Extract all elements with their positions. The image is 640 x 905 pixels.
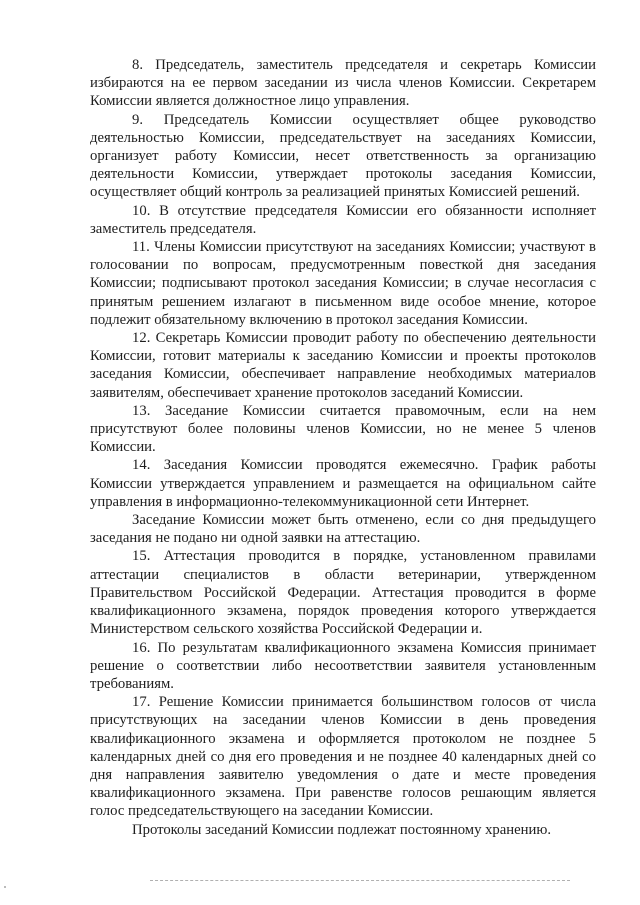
document-body	[90, 56, 596, 839]
paragraph-14: 14. Заседания Комиссии проводятся ежемесячно. График работы Комиссии утверждается управлением и размещается на официальном сайте управления в информационно-телекоммуникационной сети Интернет.	[90, 457, 596, 510]
paragraph-17-storage: Протоколы заседаний Комиссии подлежат постоянному хранению.	[132, 821, 552, 838]
paragraph-14-cancellation: Заседание Комиссии может быть отменено, если со дня предыдущего заседания не подано ни одной заявки на аттестацию.	[90, 512, 596, 547]
paragraph-10: 10. В отсутствие председателя Комиссии его обязанности исполняет заместитель председателя.	[90, 202, 596, 237]
paragraph-11: 11. Члены Комиссии присутствуют на заседаниях Комиссии; участвуют в голосовании по вопросам, предусмотренным повесткой дня заседания Комиссии; подписывают протокол заседания Комиссии; в случае несогласия с принятым решением излагают в письменном виде особое мнение, которое подлежит обязательному включению в протокол заседания Комиссии.	[90, 239, 596, 328]
paragraph-16: 16. По результатам квалификационного экзамена Комиссия принимает решение о соответствии либо несоответствии заявителя установленным требованиям.	[90, 639, 596, 692]
paragraph-13: 13. Заседание Комиссии считается правомочным, если на нем присутствуют более половины членов Комиссии, но не менее 5 членов Комиссии.	[90, 402, 596, 456]
scan-speck	[4, 886, 6, 888]
paragraph-15: 15. Аттестация проводится в порядке, установленном правилами аттестации специалистов в области ветеринарии, утвержденном Правительством Российской Федерации. Аттестация проводится в форме квалификационного экзамена, порядок проведения которого утверждается Министерством сельского хозяйства Российской Федерации и.	[90, 548, 596, 638]
paragraph-12: 12. Секретарь Комиссии проводит работу по обеспечению деятельности Комиссии, готовит материалы к заседанию Комиссии и проекты протоколов заседания Комиссии, обеспечивает направление необходимых материалов заявителям, обеспечивает хранение протоколов заседаний Комиссии.	[90, 330, 596, 401]
paragraph-9: 9. Председатель Комиссии осуществляет общее руководство деятельностью Комиссии, председательствует на заседаниях Комиссии, организует работу Комиссии, несет ответственность за организацию деятельности Комиссии, утверждает протоколы заседания Комиссии, осуществляет общий контроль за реализацией принятых Комиссией решений.	[90, 111, 596, 201]
scan-edge-line	[150, 880, 570, 881]
paragraph-17: 17. Решение Комиссии принимается большинством голосов от числа присутствующих на заседании членов Комиссии в день проведения квалификационного экзамена и оформляется протоколом не позднее 5 календарных дней со дня его проведения и не позднее 40 календарных дней со дня направления заявителю уведомления о дате и месте проведения квалификационного экзамена. При равенстве голосов решающим является голос председательствующего на заседании Комиссии.	[90, 694, 596, 820]
paragraph-8: 8. Председатель, заместитель председателя и секретарь Комиссии избираются на ее первом заседании из числа членов Комиссии. Секретарем Комиссии является должностное лицо управления.	[90, 57, 596, 110]
